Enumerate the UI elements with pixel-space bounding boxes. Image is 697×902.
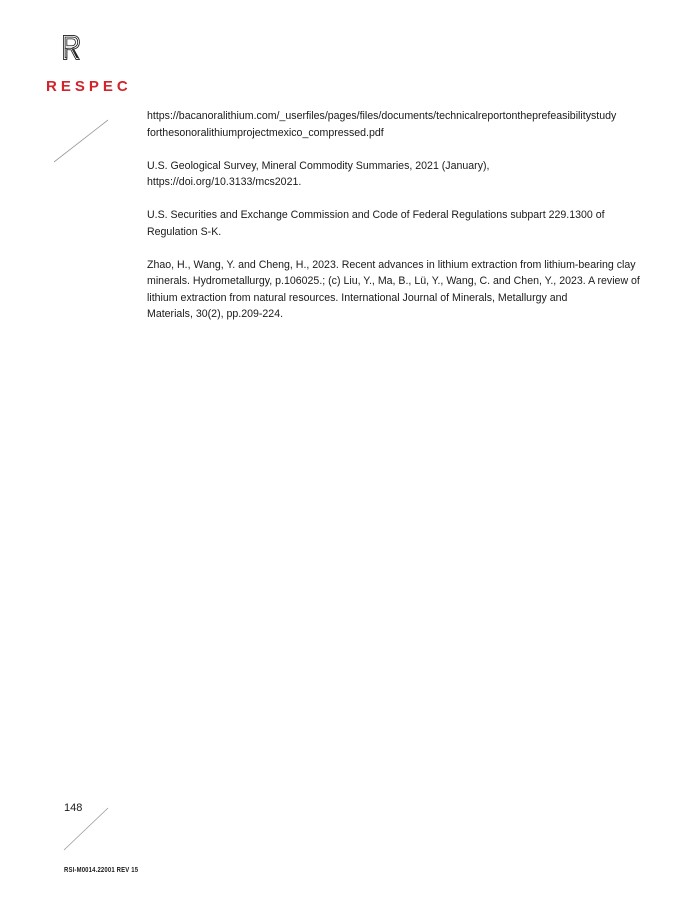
- reference-item: [147, 257, 662, 323]
- reference-line: lithium extraction from natural resources. International Journal of Minerals, Metallurgy and: [147, 291, 568, 304]
- reference-item: [147, 158, 662, 191]
- reference-line: Regulation S-K.: [147, 225, 222, 238]
- reference-line: https://bacanoralithium.com/_userfiles/pages/files/documents/technicalreportontheprefeasibilitystudy: [147, 110, 617, 122]
- reference-item: [147, 108, 662, 141]
- reference-line: https://doi.org/10.3133/mcs2021.: [147, 176, 302, 188]
- page-number: 148: [64, 802, 83, 814]
- reference-line: Zhao, H., Wang, Y. and Cheng, H., 2023. Recent advances in lithium extraction from lithium-bearing clay: [147, 258, 636, 271]
- reference-item: [147, 207, 662, 240]
- reference-line: Materials, 30(2), pp.209-224.: [147, 308, 284, 320]
- reference-line: U.S. Geological Survey, Mineral Commodity Summaries, 2021 (January),: [147, 159, 490, 172]
- reference-line: U.S. Securities and Exchange Commission and Code of Federal Regulations subpart 229.1300 of: [147, 209, 605, 221]
- reference-line: minerals. Hydrometallurgy, p.106025.; (c) Liu, Y., Ma, B., Lü, Y., Wang, C. and Chen, Y., 2023. A review of: [147, 275, 640, 287]
- respec-logo: [60, 32, 100, 80]
- reference-line: forthesonoralithiumprojectmexico_compressed.pdf: [147, 126, 384, 139]
- footer-document-code: RSI-M0014.22001 REV 15: [64, 867, 139, 874]
- decorative-slash-top: [52, 118, 112, 164]
- reference-list: [147, 108, 662, 339]
- logo-wordmark: RESPEC: [46, 78, 132, 95]
